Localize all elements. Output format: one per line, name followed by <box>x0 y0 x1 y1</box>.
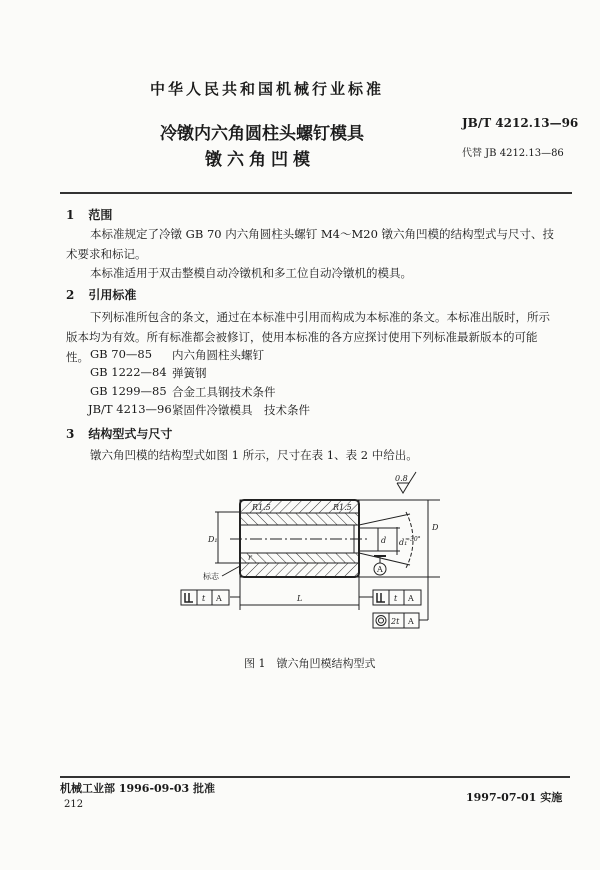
org-title: 中华人民共和国机械行业标准 <box>150 80 385 98</box>
replaces-note: 代替 JB 4212.13—86 <box>462 148 564 159</box>
radius-label-left: R1.5 <box>252 503 271 512</box>
ref-name: 合金工具钢技术条件 <box>172 385 276 399</box>
document-subtitle: 镦六角凹模 <box>205 150 315 170</box>
ref-name: 内六角圆柱头螺钉 <box>172 348 264 362</box>
section-heading-3: 3 结构型式与尺寸 <box>66 427 173 441</box>
radius-r-label: r <box>248 553 252 562</box>
section-heading-1: 1 范围 <box>66 208 113 222</box>
figure-caption: 图 1 镦六角凹模结构型式 <box>244 657 376 670</box>
document-title: 冷镦内六角圆柱头螺钉模具 <box>160 124 364 144</box>
tol-right-t: t <box>394 594 398 603</box>
tol-conc-2t: 2t <box>391 617 400 626</box>
ref-code: JB/T 4213—96 <box>88 402 172 416</box>
tol-left-datum: A <box>216 594 222 603</box>
dim-d1: d₁ <box>399 538 408 547</box>
ref-name: 紧固件冷镦模具 技术条件 <box>172 403 310 417</box>
ref-code: GB 70—85 <box>90 347 153 361</box>
angle-label: ≈30° <box>405 536 421 543</box>
dim-D: D <box>432 523 439 532</box>
implementation-date: 1997-07-01 实施 <box>466 791 563 804</box>
outer-ring-bottom <box>240 563 359 577</box>
dim-d: d <box>381 536 387 545</box>
section-heading-2: 2 引用标准 <box>66 288 137 302</box>
tol-right-datum: A <box>408 594 414 603</box>
insert-bottom <box>240 553 359 563</box>
tol-left-t: t <box>202 594 206 603</box>
section-1-paragraph: 本标准适用于双击整模自动冷镦机和多工位自动冷镦机的模具。 <box>90 266 412 280</box>
standard-code: JB/T 4212.13—96 <box>462 116 579 130</box>
dim-D1: D₁ <box>208 535 218 544</box>
footer-rule <box>60 776 570 778</box>
roughness-label: 0.8 <box>395 474 408 483</box>
ref-name: 弹簧钢 <box>172 366 207 380</box>
ref-code: GB 1222—84 <box>90 365 167 379</box>
page-number: 212 <box>64 799 84 810</box>
section-3-paragraph: 镦六角凹模的结构型式如图 1 所示，尺寸在表 1、表 2 中给出。 <box>90 448 418 462</box>
section-1-paragraph: 本标准规定了冷镦 GB 70 内六角圆柱头螺钉 M4～M20 镦六角凹模的结构型式与尺寸、技术要求和标记。 <box>66 227 555 261</box>
insert-top <box>240 513 359 525</box>
ref-code: GB 1299—85 <box>90 384 167 398</box>
approval-date: 机械工业部 1996-09-03 批准 <box>60 782 216 795</box>
tol-conc-datum: A <box>408 617 414 626</box>
radius-label-right: R1.5 <box>333 503 352 512</box>
dim-L: L <box>297 594 303 603</box>
mark-label: 标志 <box>203 572 219 581</box>
section-2-paragraph: 下列标准所包含的条文，通过在本标准中引用而构成为本标准的条文。本标准出版时，所示版本均为有效。所有标准都会被修订，使用本标准的各方应探讨使用下列标准最新版本的可能性。 <box>66 310 550 364</box>
datum-label: A <box>377 565 383 574</box>
